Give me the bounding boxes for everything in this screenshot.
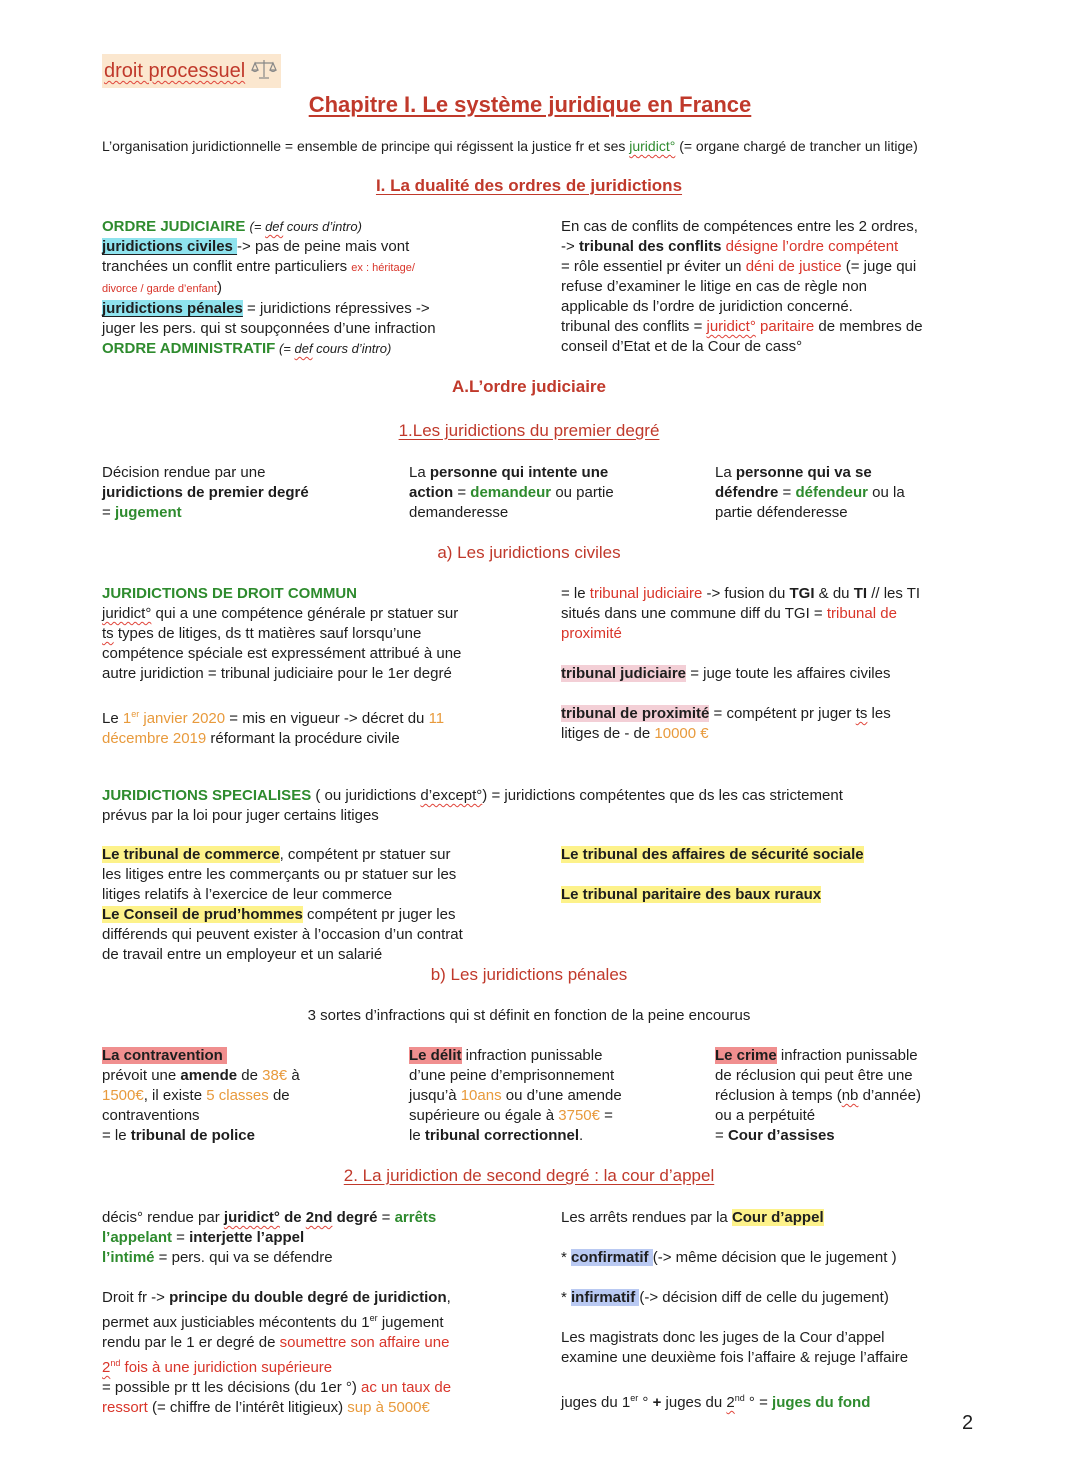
c1e: à (287, 1067, 300, 1084)
tj-text: = juge toute les affaires civiles (686, 665, 891, 682)
conflits-l2a: -> (561, 238, 579, 255)
contravention-col (102, 1046, 392, 1146)
scale-icon (251, 58, 277, 86)
def2-word: def (294, 341, 313, 356)
r2a: situés dans une commune diff du TGI = (561, 605, 827, 622)
droit-commun-left (102, 584, 542, 749)
conflits-l2c: désigne l’ordre compétent (721, 238, 899, 255)
juges-du-fond: juges du fond (772, 1394, 871, 1411)
tribunal-correctionnel: tribunal correctionnel (424, 1127, 580, 1144)
defendeur: défendeur (795, 484, 868, 501)
g3: fois à une juridiction supérieure (120, 1359, 333, 1376)
amende: amende (180, 1067, 238, 1084)
conflits-l5: applicable ds l’ordre de juridiction concerné. (561, 298, 853, 315)
conflits-paritaire: paritaire (755, 318, 815, 335)
e1: permet aux justiciables mécontents du 1 (102, 1314, 370, 1331)
contravention: La contravention (102, 1047, 227, 1064)
ordre-judiciaire: ORDRE JUDICIAIRE (102, 218, 246, 235)
g2: nd (110, 1358, 121, 1368)
c3-nb: nb (841, 1087, 859, 1104)
paren: ) (216, 279, 222, 296)
cph-2: différends qui peuvent exister à l’occasion d’un contrat (102, 926, 463, 943)
def1-pre: (= (249, 219, 266, 234)
dualite-right (561, 217, 971, 357)
intro-text (102, 138, 918, 154)
e3: jugement (377, 1314, 444, 1331)
def2-pre: (= (275, 341, 295, 356)
header-tag (102, 54, 281, 88)
c1g: , il existe (143, 1087, 207, 1104)
premier-degre-col1 (102, 463, 392, 523)
conflits-juridict: juridict° (706, 318, 756, 335)
re3: ° (638, 1394, 653, 1411)
confirmatif: confirmatif (571, 1249, 653, 1266)
section-premier-degre-heading: 1.Les juridictions du premier degré (398, 421, 660, 440)
premier-degre-col3 (715, 463, 1005, 523)
col1-a: Décision rendue par une (102, 464, 266, 481)
d1: Droit fr -> (102, 1289, 170, 1306)
rd2: examine une deuxième fois l’affaire & rejuge l’affaire (561, 1349, 909, 1366)
intro-part2: (= organe chargé de trancher un litige) (675, 138, 918, 154)
dc-d8: réformant la procédure civile (206, 730, 400, 747)
appelant: l’appelant (102, 1229, 173, 1246)
spec-t3: prévus par la loi pour juger certains litiges (102, 807, 379, 824)
conflits-l7: conseil d’Etat et de la Cour de cass° (561, 338, 803, 355)
jur-pen-text1: = juridictions répressives -> (242, 300, 430, 317)
rd1: Les magistrats donc les juges de la Cour d’appel (561, 1329, 885, 1346)
tribunal-judiciaire: tribunal judiciaire (561, 665, 687, 682)
col2-b: personne qui intente une (429, 464, 609, 481)
premier-degre-col2 (409, 463, 699, 523)
juridictions-civiles: juridictions civiles (102, 238, 238, 255)
rc1: * (561, 1289, 572, 1306)
col2-c: action (409, 484, 454, 501)
c2b: d’une peine d’emprisonnement (409, 1067, 615, 1084)
tp-t1: = compétent pr juger (709, 705, 856, 722)
dc-d3: er (131, 709, 140, 719)
c1k: = le (102, 1127, 131, 1144)
com-1: , compétent pr statuer sur (279, 846, 451, 863)
r3: proximité (561, 625, 622, 642)
spec-t1: ( ou juridictions (311, 787, 421, 804)
r1b: tribunal judiciaire (589, 585, 703, 602)
delit-col (409, 1046, 699, 1146)
dualite-left (102, 217, 542, 359)
tp-amount: 10000 € (654, 725, 709, 742)
r1a: = le (561, 585, 590, 602)
c2i: le (409, 1127, 425, 1144)
juridictions-penales: juridictions pénales (102, 300, 243, 317)
intro-part1: L’organisation juridictionnelle = ensemble de principe qui régissent la justice fr et ses (102, 138, 630, 154)
dc-d6: 11 (428, 710, 445, 727)
col3-d: = (778, 484, 796, 501)
c2g: 3750€ (558, 1107, 600, 1124)
col2-g: demanderesse (409, 504, 509, 521)
c3b: de réclusion qui peut être une (715, 1067, 913, 1084)
cour-d-assises: Cour d’assises (727, 1127, 835, 1144)
a3: de (279, 1209, 306, 1226)
ra1: Les arrêts rendues par la (561, 1209, 732, 1226)
def2-post: cours d’intro) (312, 341, 392, 356)
deni-de-justice: déni de justice (745, 258, 842, 275)
jur-pen-text2: juger les pers. qui st soupçonnées d’une infraction (102, 320, 436, 337)
jugement: jugement (114, 504, 182, 521)
h2: ac un taux de (361, 1379, 452, 1396)
dc-ts: ts (102, 625, 114, 642)
col3-f: ou la (867, 484, 905, 501)
jur-civ-text1: -> pas de peine mais vont (237, 238, 410, 255)
r1c: -> fusion du (702, 585, 790, 602)
g1: 2 (102, 1359, 111, 1376)
conflits-l6d: de membres de (814, 318, 923, 335)
f2: soumettre son affaire une (279, 1334, 450, 1351)
droit-commun-title: JURIDICTIONS DE DROIT COMMUN (102, 585, 357, 602)
tribunal-de-proximite: tribunal de proximité (561, 705, 710, 722)
a4: 2nd (305, 1209, 333, 1226)
delit: Le délit (409, 1047, 462, 1064)
dc-l1: qui a une compétence générale pr statuer sur (151, 605, 459, 622)
conflits-l3a: = rôle essentiel pr éviter un (561, 258, 746, 275)
dc-d5: = mis en vigueur -> décret du (225, 710, 429, 727)
c2c: jusqu’à (409, 1087, 461, 1104)
col3-g: partie défenderesse (715, 504, 848, 521)
tp-t3: litiges de - de (561, 725, 655, 742)
r2b: tribunal de (826, 605, 897, 622)
c2: = pers. qui va se défendre (154, 1249, 333, 1266)
second-degre-right (561, 1208, 981, 1413)
page-number: 2 (962, 1412, 974, 1434)
a2: juridict° (223, 1209, 280, 1226)
tribunal-de-police: tribunal de police (130, 1127, 255, 1144)
dc-l3: compétence spéciale est expressément attribué à une (102, 645, 462, 662)
c1a: prévoit une (102, 1067, 181, 1084)
c2a: infraction punissable (461, 1047, 603, 1064)
re7: nd (734, 1393, 745, 1403)
col2-f: ou partie (551, 484, 614, 501)
re4: + (652, 1394, 662, 1411)
d3: , (446, 1289, 451, 1306)
a1: décis° rendue par (102, 1209, 224, 1226)
cph-1: compétent pr juger les (302, 906, 456, 923)
dc-d4: janvier 2020 (139, 710, 226, 727)
crime: Le crime (715, 1047, 777, 1064)
intro-juridict: juridict° (629, 138, 676, 154)
e2: er (369, 1313, 378, 1323)
c1c: de (237, 1067, 263, 1084)
tribunal-securite-sociale: Le tribunal des affaires de sécurité sociale (561, 846, 864, 863)
tribunal-baux-ruraux: Le tribunal paritaire des baux ruraux (561, 886, 822, 903)
example2: divorce / garde d’enfant (102, 283, 217, 295)
tribunal-des-conflits: tribunal des conflits (578, 238, 722, 255)
c2e: ou d’une amende (501, 1087, 622, 1104)
rb1: * (561, 1249, 572, 1266)
c2h: = (600, 1107, 613, 1124)
c2k: . (579, 1127, 584, 1144)
page-title: Chapitre I. Le système juridique en France (308, 92, 752, 117)
re2: er (630, 1393, 639, 1403)
col3-a: La (715, 464, 736, 481)
i1: ressort (102, 1399, 148, 1416)
r1g: // les TI (867, 585, 921, 602)
c3e: ou a perpétuité (715, 1107, 816, 1124)
conseil-prudhommes: Le Conseil de prud’hommes (102, 906, 303, 923)
section-ordre-judiciaire-heading: A.L’ordre judiciaire (452, 377, 606, 396)
conflits-l1: En cas de conflits de compétences entre les 2 ordres, (561, 218, 918, 235)
conflits-l3c: (= juge qui (841, 258, 917, 275)
example1: ex : héritage/ (351, 262, 415, 274)
demandeur: demandeur (470, 484, 552, 501)
c3f: = (715, 1127, 728, 1144)
dc-l4: autre juridiction = tribunal judiciaire pour le 1er degré (102, 665, 452, 682)
section-juridictions-penales-heading: b) Les juridictions pénales (430, 965, 628, 984)
arrets: arrêts (394, 1209, 437, 1226)
dc-juridict: juridict° (102, 605, 152, 622)
col3-c: défendre (715, 484, 779, 501)
rb3: (-> même décision que le jugement ) (652, 1249, 897, 1266)
spec-except: d’except° (420, 787, 483, 804)
dc-l2: types de litiges, ds tt matières sauf lorsqu’une (113, 625, 422, 642)
dc-d7: décembre 2019 (102, 730, 207, 747)
re8: ° = (744, 1394, 773, 1411)
intime: l’intimé (102, 1249, 155, 1266)
col2-d: = (453, 484, 471, 501)
crime-col (715, 1046, 1005, 1146)
conflits-l4: refuse d’examiner le litige en cas de règle non (561, 278, 868, 295)
c2d: 10ans (460, 1087, 502, 1104)
specialisees-left (102, 845, 542, 965)
infirmatif: infirmatif (571, 1289, 640, 1306)
col2-a: La (409, 464, 430, 481)
col3-b: personne qui va se (735, 464, 872, 481)
c3a: infraction punissable (776, 1047, 918, 1064)
ti: TI (853, 585, 868, 602)
col1-c: = (102, 504, 115, 521)
r1e: & du (814, 585, 854, 602)
cour-d-appel: Cour d’appel (731, 1209, 824, 1226)
ordre-administratif: ORDRE ADMINISTRATIF (102, 340, 276, 357)
droit-commun-right (561, 584, 981, 744)
specialisees-intro (102, 786, 982, 826)
tp-ts: ts (855, 705, 868, 722)
c1j: contraventions (102, 1107, 200, 1124)
b2: = (172, 1229, 190, 1246)
i2: (= chiffre de l’intérêt litigieux) (147, 1399, 348, 1416)
section-juridictions-civiles-heading: a) Les juridictions civiles (437, 543, 621, 562)
def1-word: def (265, 219, 284, 234)
specialisees-right (561, 845, 981, 905)
jur-civ-text2: tranchées un conflit entre particuliers (102, 258, 352, 275)
cph-3: de travail entre un employeur et un salarié (102, 946, 383, 963)
c1d: 38€ (262, 1067, 288, 1084)
tribunal-de-commerce: Le tribunal de commerce (102, 846, 280, 863)
rc3: (-> décision diff de celle du jugement) (639, 1289, 889, 1306)
section-second-degre-heading: 2. La juridiction de second degré : la cour d’appel (343, 1166, 715, 1185)
conflits-l6a: tribunal des conflits = (561, 318, 707, 335)
a6: = (377, 1209, 395, 1226)
c1f: 1500€ (102, 1087, 144, 1104)
header-tag-text: droit processuel (104, 60, 246, 82)
tgi: TGI (789, 585, 815, 602)
dc-d2: 1 (122, 710, 132, 727)
tp-t2: les (867, 705, 891, 722)
com-3: litiges relatifs à l’exercice de leur commerce (102, 886, 393, 903)
re1: juges du 1 (561, 1394, 631, 1411)
c1i: de (268, 1087, 290, 1104)
interjette-appel: interjette l’appel (189, 1229, 305, 1246)
h1: = possible pr tt les décisions (du 1er °) (102, 1379, 362, 1396)
col1-b: juridictions de premier degré (102, 484, 309, 501)
com-2: les litiges entre les commerçants ou pr statuer sur les (102, 866, 457, 883)
i3: sup à 5000€ (347, 1399, 430, 1416)
second-degre-left (102, 1208, 542, 1418)
a5: degré (332, 1209, 378, 1226)
spec-t2: ) = juridictions compétentes que ds les cas strictement (482, 787, 843, 804)
penales-intro: 3 sortes d’infractions qui st définit en fonction de la peine encourus (307, 1007, 751, 1024)
c3d: d’année) (858, 1087, 921, 1104)
c2f: supérieure ou égale à (409, 1107, 559, 1124)
def1-post: cours d’intro) (283, 219, 362, 234)
dc-d1: Le (102, 710, 123, 727)
f1: rendu par le 1 er degré de (102, 1334, 280, 1351)
section-dualite-heading: I. La dualité des ordres de juridictions (375, 176, 683, 195)
double-degre: principe du double degré de juridiction (169, 1289, 447, 1306)
c3c: réclusion à temps ( (715, 1087, 842, 1104)
re6: 2 (726, 1394, 735, 1411)
specialisees-title: JURIDICTIONS SPECIALISES (102, 787, 312, 804)
c1h: 5 classes (206, 1087, 269, 1104)
re5: juges du (661, 1394, 727, 1411)
